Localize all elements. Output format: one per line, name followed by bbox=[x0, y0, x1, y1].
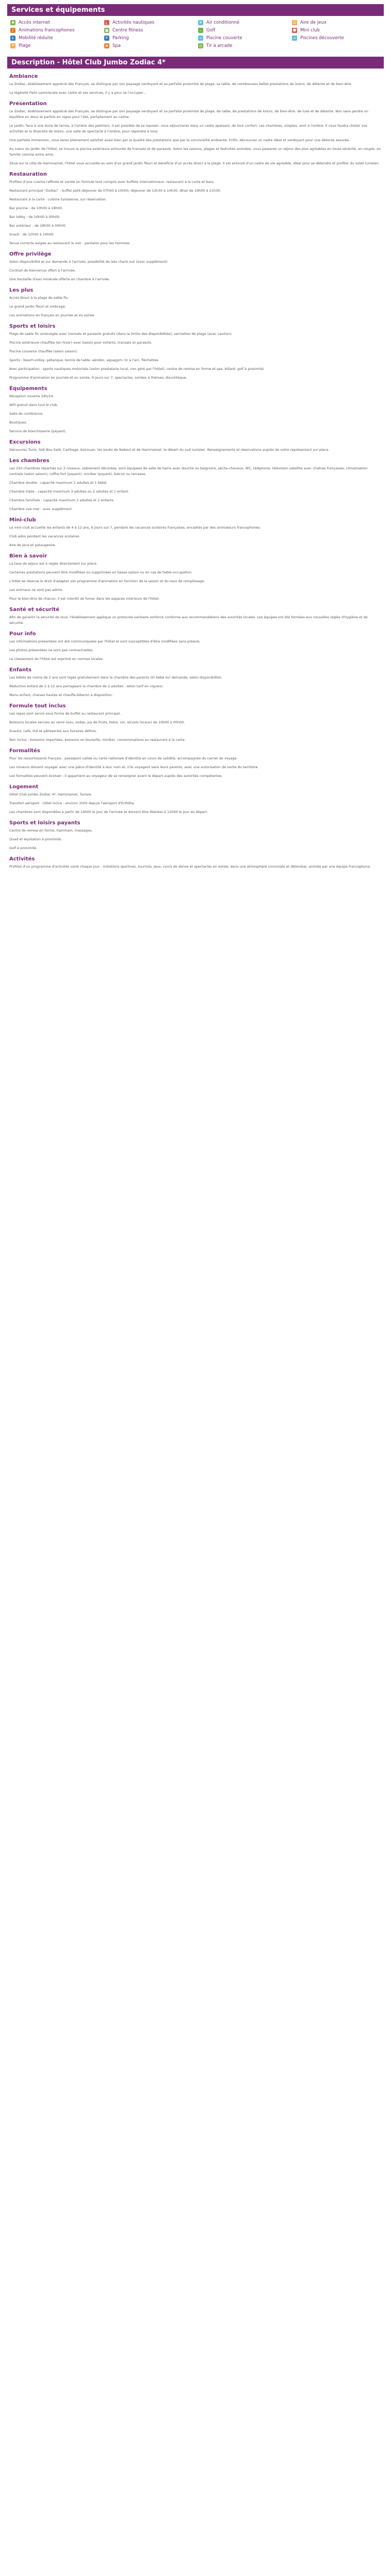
service-item bbox=[10, 20, 99, 25]
section-heading: Pour info bbox=[9, 631, 36, 637]
page bbox=[0, 0, 391, 870]
service-label: Accès internet bbox=[19, 20, 50, 25]
section-paragraph: Cocktail de bienvenue offert à l'arrivée. bbox=[9, 268, 76, 273]
service-label: Piscines découverte bbox=[300, 36, 344, 41]
section-paragraph: Chambre familiale : capacité maximum 2 adultes et 2 enfants. bbox=[9, 498, 115, 502]
section-paragraph: Pour les ressortissants français : passeport valide ou carte nationale d'identité en cours de validité, accompagnée du carnet de voyage. bbox=[9, 756, 238, 760]
section-paragraph: Les chambres sont disponibles à partir de 14h00 le jour de l'arrivée et doivent être libérées à 12h00 le jour du départ. bbox=[9, 810, 208, 814]
wheelchair-icon: ♿ bbox=[11, 36, 15, 40]
section-paragraph: Hôtel Club Jumbo Zodiac 4*, Hammamet, Tunisie. bbox=[9, 792, 92, 796]
section-heading: Activités bbox=[9, 856, 35, 862]
playground-icon: ☺ bbox=[292, 21, 297, 25]
section-heading: Formule tout inclus bbox=[9, 703, 66, 709]
services-header: Services et équipements bbox=[7, 4, 384, 16]
section-paragraph: Les repas sont servis sous forme de buffet au restaurant principal. bbox=[9, 711, 121, 716]
service-item bbox=[198, 36, 287, 41]
section-paragraph: La légèreté Palm Lemniscate avec cadre et ses services, il y a pour se l'occuper... bbox=[9, 91, 146, 95]
section-paragraph: Snacks, café, thé et pâtisseries aux horaires définis. bbox=[9, 729, 97, 733]
service-item bbox=[10, 28, 99, 33]
service-label: Spa bbox=[112, 43, 121, 48]
service-item bbox=[292, 36, 381, 41]
section-paragraph: Salle de conférence. bbox=[9, 412, 44, 416]
section-paragraph: Les animations en français en journée et en soirée. bbox=[9, 313, 95, 317]
section-paragraph: Les 250 chambres réparties sur 2 niveaux, sobrement décorées, sont équipées de salle de bains avec douche ou baignoire, sèche-cheveux, WC, téléphone, télévision satellite avec chaînes françaises, climatisation centrale (selon saison), coffre-fort (payant), minibar (payant), balcon ou terrasse. bbox=[9, 466, 368, 476]
section-paragraph: La taxe de séjour est à régler directement sur place. bbox=[9, 562, 97, 566]
pool-icon: ≈ bbox=[198, 36, 203, 41]
service-item bbox=[104, 20, 193, 25]
service-label: Animations francophones bbox=[19, 28, 75, 33]
section-paragraph: Piscine extérieure chauffée (en hiver) avec bassin pour enfants, transats et parasols. bbox=[9, 341, 152, 345]
section-heading: Mini-club bbox=[9, 517, 36, 523]
section-paragraph: Chambre vue mer : avec supplément. bbox=[9, 507, 73, 511]
service-item bbox=[198, 28, 287, 33]
section-paragraph: Les photos présentées ne sont pas contractuelles. bbox=[9, 648, 94, 652]
section-paragraph: Une bouteille d'eau minérale offerte en chambre à l'arrivée. bbox=[9, 277, 110, 281]
section-heading: Santé et sécurité bbox=[9, 607, 59, 613]
section-paragraph: Une parfaite immersion, vous serez pleinement satisfait aussi bien par la qualité des prestations que par la convivialité ambiante. Enfin, découvrez un cadre idéal et verdoyant pour une détente assurée. bbox=[9, 138, 350, 142]
section-heading: Offre privilège bbox=[9, 251, 52, 257]
service-label: Piscine couverte bbox=[206, 36, 242, 41]
section-heading: Enfants bbox=[9, 667, 31, 673]
section-heading: Sports et loisirs bbox=[9, 324, 56, 329]
section-paragraph: Accès direct à la plage de sable fin. bbox=[9, 296, 69, 300]
section-paragraph: Chambre double : capacité maximum 2 adultes et 1 bébé. bbox=[9, 481, 108, 485]
section-paragraph: Centre de remise en forme, hammam, massages. bbox=[9, 828, 93, 833]
service-item bbox=[198, 20, 287, 25]
section-paragraph: Menu enfant, chaises hautes et chauffe-biberon à disposition. bbox=[9, 693, 113, 697]
service-label: Mini club bbox=[300, 28, 320, 33]
service-label: Parking bbox=[112, 36, 129, 41]
section-heading: Les plus bbox=[9, 287, 34, 293]
service-label: Air conditionné bbox=[206, 20, 240, 25]
parking-icon: P bbox=[104, 36, 109, 41]
section-paragraph: Tenue correcte exigée au restaurant le soir : pantalon pour les hommes. bbox=[9, 241, 131, 245]
section-paragraph: Au coeur du jardin de l'hôtel, se trouve la piscine extérieure entourée de transats et de parasols. Selon les saisons, plages et festivités animées, vous passerez un séjour des plus agréables en toute sérénité, en couple, en famille comme entre amis. bbox=[9, 147, 381, 157]
music-icon: ♪ bbox=[10, 28, 15, 33]
golf-icon: ⛳ bbox=[198, 28, 203, 32]
section-paragraph: Golf à proximité. bbox=[9, 846, 38, 850]
spa-icon: ✿ bbox=[104, 43, 109, 48]
section-paragraph: Le Zodiac, établissement apprécié des Français, se distingue par son paysage verdoyant et sa parfaite proximité de plage, de table, de prestations de loisirs, de bien-être, de luxe et de détente. Non sans perdre un équilibre en doux et parfois en repos pour l'été, parfaitement au calme. bbox=[9, 109, 368, 119]
snowflake-icon: ❄ bbox=[198, 20, 203, 25]
section-paragraph: Boissons locales servies au verre (eau, sodas, jus de fruits, bière, vin, alcools locaux) de 10h00 à 00h00. bbox=[9, 720, 185, 724]
section-paragraph: Situé sur la côte de Hammamet, l'hôtel vous accueille au sein d'un grand jardin fleuri et bénéficie d'un accès direct à la plage. Il est entouré d'un cadre de vie agréable, idéal pour se détendre et profiter du soleil tunisien. bbox=[9, 161, 380, 165]
section-paragraph: Le classement de l'hôtel est exprimé en normes locales. bbox=[9, 657, 104, 661]
section-heading: Logement bbox=[9, 784, 39, 790]
dumbbell-icon: ■ bbox=[105, 28, 109, 32]
section-paragraph: Réduction enfant de 2 à 12 ans partageant la chambre de 2 adultes : selon tarif en vigueur. bbox=[9, 684, 164, 688]
service-item bbox=[198, 43, 287, 48]
section-paragraph: Aire de jeux et pataugeoire. bbox=[9, 543, 56, 547]
service-label: Activités nautiques bbox=[112, 20, 155, 25]
section-paragraph: Pour le bien-être de chacun, il est interdit de fumer dans les espaces intérieurs de l'hôtel. bbox=[9, 597, 160, 601]
service-item bbox=[10, 36, 99, 41]
section-paragraph: Restaurant principal "Zodiac" : buffet petit-déjeuner de 07h00 à 10h00, déjeuner de 12h30 à 14h30, dîner de 19h00 à 21h30. bbox=[9, 189, 221, 193]
section-paragraph: Snack : de 12h00 à 16h00. bbox=[9, 232, 55, 236]
section-paragraph: Le mini-club accueille les enfants de 4 à 12 ans, 6 jours sur 7, pendant les vacances scolaires françaises, encadrés par des animateurs francophones. bbox=[9, 526, 261, 530]
section-paragraph: Bar lobby : de 10h00 à 00h00. bbox=[9, 215, 61, 219]
section-paragraph: Les mineurs doivent voyager avec une pièce d'identité à leur nom et, s'ils voyagent sans leurs parents, avec une autorisation de sortie du territoire. bbox=[9, 765, 259, 769]
section-paragraph: Club ados pendant les vacances scolaires. bbox=[9, 534, 80, 538]
section-paragraph: Sports : beach-volley, pétanque, tennis de table, aérobic, aquagym, tir à l'arc, fléchettes. bbox=[9, 358, 159, 362]
services-grid bbox=[7, 18, 384, 52]
section-paragraph: L'hôtel se réserve le droit d'adapter son programme d'animation en fonction de la saison et du taux de remplissage. bbox=[9, 579, 205, 583]
section-paragraph: Bar extérieur : de 18h00 à 00h00. bbox=[9, 224, 67, 228]
description-content bbox=[7, 74, 384, 870]
section-heading: Bien à savoir bbox=[9, 553, 47, 559]
section-paragraph: Les animaux ne sont pas admis. bbox=[9, 588, 63, 592]
section-paragraph: Les bébés de moins de 2 ans sont logés gratuitement dans la chambre des parents (lit bébé sur demande, selon disponibilité). bbox=[9, 675, 222, 680]
section-paragraph: Piscine couverte chauffée (selon saison). bbox=[9, 349, 78, 353]
section-paragraph: Les informations présentées ont été communiquées par l'hôtel et sont susceptibles d'être modifiées sans préavis. bbox=[9, 639, 201, 643]
section-heading: Excursions bbox=[9, 439, 41, 445]
section-paragraph: Plage de sable fin aménagée avec transats et parasols gratuits (dans la limite des disponibilités), serviettes de plage (avec caution). bbox=[9, 332, 233, 336]
section-paragraph: Chambre triple : capacité maximum 3 adultes ou 2 adultes et 1 enfant. bbox=[9, 489, 129, 494]
section-heading: Ambiance bbox=[9, 74, 38, 79]
child-icon: ☻ bbox=[292, 28, 297, 32]
umbrella-icon: ☂ bbox=[11, 44, 15, 48]
section-paragraph: Le jardin, face à une dune de terres, à l'ombre des palmiers, il est possible de se reposer, vous séjournerez dans un cadre apaisant, de tout confort. Les chambres, simples, sont à l'ombre. Il vous faudra choisir vos activités et la diversité de loisirs, une salle de spectacle à l'ombre, pour répondre à tous. bbox=[9, 124, 367, 133]
section-heading: Sports et loisirs payants bbox=[9, 820, 80, 826]
service-item bbox=[104, 36, 193, 41]
sailboat-icon: ⛵ bbox=[104, 21, 109, 25]
section-heading: Formalités bbox=[9, 748, 40, 754]
section-paragraph: Profitez d'un programme d'activités varié chaque jour : initiations sportives, tournois, jeux, cours de danse et spectacles en soirée, dans une atmosphère conviviale et détendue, animée par une équipe francophone. bbox=[9, 865, 371, 869]
service-label: Centre fitness bbox=[112, 28, 143, 33]
pool-outdoor-icon: ≈ bbox=[292, 36, 297, 41]
service-label: Plage bbox=[19, 43, 31, 48]
section-paragraph: Découvrez Tunis, Sidi Bou Saïd, Carthage, Kairouan, les souks de Nabeul et de Hammamet, le désert du sud tunisien. Renseignements et réservations auprès de notre représentant sur place. bbox=[9, 448, 330, 452]
section-paragraph: Afin de garantir la sécurité de tous, l'établissement applique un protocole sanitaire renforcé conforme aux recommandations des autorités locales. Les équipes ont été formées aux nouvelles règles d'hygiène et de sécurité. bbox=[9, 615, 368, 625]
service-label: Mobilité réduite bbox=[19, 36, 53, 41]
service-item bbox=[104, 28, 193, 33]
section-paragraph: Quad et équitation à proximité. bbox=[9, 837, 62, 841]
section-heading: Équipements bbox=[9, 386, 47, 392]
section-paragraph: Profitez d'une cuisine raffinée et variée en formule tout compris avec buffets internationaux, restaurant à la carte et bars. bbox=[9, 180, 215, 184]
target-icon: ◎ bbox=[199, 44, 203, 48]
section-paragraph: Boutiques. bbox=[9, 420, 27, 425]
section-heading: Restauration bbox=[9, 172, 47, 177]
description-header: Description - Hôtel Club Jumbo Zodiac 4* bbox=[7, 57, 384, 69]
service-label: Aire de jeux bbox=[300, 20, 327, 25]
section-paragraph: Programme d'animation en journée et en soirée, 6 jours sur 7, spectacles, soirées à thèmes, discothèque. bbox=[9, 376, 187, 380]
wifi-icon: ✱ bbox=[10, 20, 15, 25]
section-paragraph: Les formalités peuvent évoluer : il appartient au voyageur de se renseigner avant le départ auprès des autorités compétentes. bbox=[9, 774, 223, 778]
service-label: Golf bbox=[206, 28, 216, 33]
section-paragraph: Avec participation : sports nautiques motorisés (selon prestataire local, non géré par l'hôtel), centre de remise en forme et spa, billard, golf à proximité. bbox=[9, 367, 265, 371]
service-item bbox=[292, 28, 381, 33]
service-item bbox=[10, 43, 99, 48]
section-heading: Les chambres bbox=[9, 458, 50, 464]
section-paragraph: Wifi gratuit dans tout le club. bbox=[9, 403, 58, 407]
service-item bbox=[292, 20, 381, 25]
section-paragraph: Certaines prestations peuvent être modifiées ou supprimées en basse saison ou en cas de faible occupation. bbox=[9, 570, 192, 574]
section-heading: Présentation bbox=[9, 101, 47, 107]
section-paragraph: Selon disponibilité et sur demande à l'arrivée, possibilité de late check-out (avec supplément). bbox=[9, 260, 169, 264]
section-paragraph: Réception ouverte 24h/24. bbox=[9, 394, 54, 398]
section-paragraph: Service de blanchisserie (payant). bbox=[9, 429, 67, 433]
section-paragraph: Transfert aéroport - hôtel inclus : environ 1h00 depuis l'aéroport d'Enfidha. bbox=[9, 801, 135, 805]
section-paragraph: Le grand jardin fleuri et ombragé. bbox=[9, 304, 66, 309]
section-paragraph: Le Zodiac, établissement apprécié des Français, se distingue par son paysage verdoyant et sa parfaite proximité de plage, sa table, de nombreuses belles prestations de loisirs, de détente et de bien-être. bbox=[9, 82, 352, 86]
service-item bbox=[104, 43, 193, 48]
section-paragraph: Non inclus : boissons importées, boissons en bouteille, minibar, consommations au restaurant à la carte. bbox=[9, 738, 186, 742]
section-paragraph: Bar piscine : de 10h00 à 18h00. bbox=[9, 206, 63, 210]
service-label: Tir à arcade bbox=[206, 43, 233, 48]
section-paragraph: Restaurant à la carte : cuisine tunisienne, sur réservation. bbox=[9, 197, 107, 201]
